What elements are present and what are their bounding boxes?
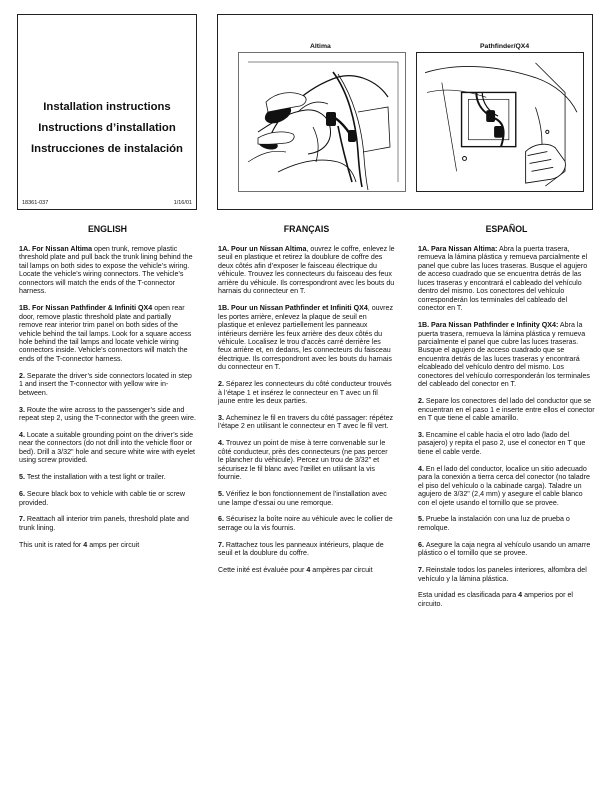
english-step-6: 6. Secure black box to vehicle with cable tie or screw provided. [19,490,185,507]
spanish-step-1a: 1A. Para Nissan Altima: Abra la puerta trasera, remueva la lámina plástica y remueva parcialmente el panel que cubre las luces traseras. Busque el agujero de acceso cuadrado que se encuentra detrás de las luces traseras y encontrará el cableado del vehículo dentro del mismo. Los conectores del vehículo corresponderán los terminales del cableado del conector en T. [418,245,588,313]
french-heading: FRANÇAIS [283,224,330,234]
doc-date: 1/16/01 [173,200,192,206]
english-step-5: 5. Test the installation with a test light or trailer. [19,473,166,482]
spanish-step-7: 7. Reinstale todos los paneles interiores, alfombra del vehículo y la lámina plástica. [418,566,587,583]
title-box [17,14,197,210]
spanish-step-6: 6. Asegure la caja negra al vehículo usando un amarre plástico o el tornillo que se provee. [418,540,591,558]
french-step-6: 6. Sécurisez la boîte noire au véhicule avec le collier de serrage ou la vis fournis. [218,515,393,532]
spanish-heading: ESPAÑOL [485,224,528,234]
spanish-column [418,224,595,617]
title-english: Installation instructions [43,101,171,113]
english-step-2: 2. Separate the driver’s side connectors located in step 1 and insert the T-connector with yellow wire in-between. [19,371,192,397]
spanish-step-5: 5. Pruebe la instalación con una luz de prueba o remolque. [418,515,570,532]
english-step-1a: 1A. For Nissan Altima open trunk, remove plastic threshold plate and pull back the trunk lining behind the tail lamps on both sides to expose the vehicle’s wiring. Locate the vehicle’s wiring connectors. The vehicle’s connectors will match the ends of the T-connector harness. [19,245,193,296]
french-step-1a: 1A. Pour un Nissan Altima, ouvrez le coffre, enlevez le seuil en plastique et retirez la doublure de coffre des deux côtés afin d’exposer le faisceau électrique du véhicule. Trouvez les connecteurs du faisceau des feux arrière du véhicule. Ils correspondront avec les bouts du harnais du connecteur en T. [218,245,395,296]
english-step-7: 7. Reattach all interior trim panels, threshold plate and trunk lining. [19,515,189,532]
title-block [18,97,196,160]
french-step-3: 3. Acheminez le fil en travers du côté passager: répétez l’étape 2 en utilisant le connecteur en T avec le fil vert. [218,414,394,431]
spanish-step-3: 3. Encamine el cable hacia el otro lado (lado del pasajero) y repita el paso 2, use el conector en T que tiene el cable verde. [418,430,586,456]
french-step-1b: 1B. Pour un Nissan Pathfinder et Infiniti QX4, ouvrez les portes arrière, enlevez la plaque de seuil en plastique et enlevez partiellement les panneaux intérieurs derrière les feux arrière des deux côtés du véhicule. Localisez le trou d’accès carré derrière les feux arrière et, en dedans, les connecteurs du faisceau électrique. Ils correspondront avec les bouts du harnais du connecteur en T. [218,304,394,372]
english-step-3: 3. Route the wire across to the passenger’s side and repeat step 2, using the T-connector with the green wire. [19,405,196,423]
title-spanish: Instrucciones de instalación [31,143,183,155]
french-rating: Cette inité est évaluée pour 4 ampères par circuit [218,566,373,575]
pathfinder-illustration [416,52,584,192]
figure-label-altima: Altima [310,43,331,50]
english-rating: This unit is rated for 4 amps per circuit [19,540,140,549]
french-column [218,224,395,583]
figure-box [217,14,593,210]
english-step-4: 4. Locate a suitable grounding point on the driver’s side near the connectors (do not drill into the vehicle floor or bed). Drill a 3/32" hole and secure white wire with eyelet using screw provided. [19,430,196,465]
title-french: Instructions d’installation [38,122,176,134]
french-step-4: 4. Trouvez un point de mise à terre convenable sur le côté conducteur, près des connecteurs (ne pas percer le plancher du véhicule). Percez un trou de 3/32" et sécurisez le fil blanc avec l’œillet en utilisant la vis fournie. [218,439,388,482]
figure-label-pathfinder: Pathfinder/QX4 [480,43,530,50]
doc-code: 18361-037 [22,200,49,206]
english-column [19,224,196,558]
spanish-step-1b: 1B. Para Nissan Pathfinder e Infinity QX4: Abra la puerta trasera, remueva la lámina plástica y remueva parcialmente el panel que cubre las luces traseras. Busque el agujero de acceso cuadrado que se encuentra detrás de las luces traseras y encontrará elcableado del vehículo dentro del mismo. Los conectores del vehículo corresponderán los terminales del cableado del conector en T. [418,321,590,389]
spanish-step-4: 4. En el lado del conductor, localice un sitio adecuado para la conexión a tierra cerca del conector (no taladre el piso del vehículo o la cabinade carga). Taladre un agujero de 3/32" (2,4 mm) y asegure el cable blanco con el ojete usando el tornillo que se provee. [418,464,590,507]
french-step-7: 7. Rattachez tous les panneaux intérieurs, plaque de seuil et la doublure du coffre. [218,540,384,558]
english-step-1b: 1B. For Nissan Pathfinder & Infiniti QX4 open rear door, remove plastic threshold plate and partially remove rear interior trim panel on both sides of the vehicle behind the tail lamps. Look for a square access hole behind the tail lamps and locate vehicle wiring connectors inside. Vehicle’s connectors will match the ends of the T-connector harness. [19,304,192,363]
french-step-5: 5. Vérifiez le bon fonctionnement de l’installation avec une lampe d’essai ou une remorque. [218,490,387,507]
english-heading: ENGLISH [87,224,128,234]
spanish-rating: Esta unidad es clasificada para 4 amperios por el circuito. [418,591,573,608]
altima-illustration [238,52,406,192]
spanish-step-2: 2. Separe los conectores del lado del conductor que se encuentran en el paso 1 e inserte entre ellos el conector en T que tiene el cable amarillo. [418,397,595,423]
french-step-2: 2. Séparez les connecteurs du côté conducteur trouvés à l’étape 1 et insérez le connecteur en T avec un fil jaune entre les deux parties. [218,380,392,406]
